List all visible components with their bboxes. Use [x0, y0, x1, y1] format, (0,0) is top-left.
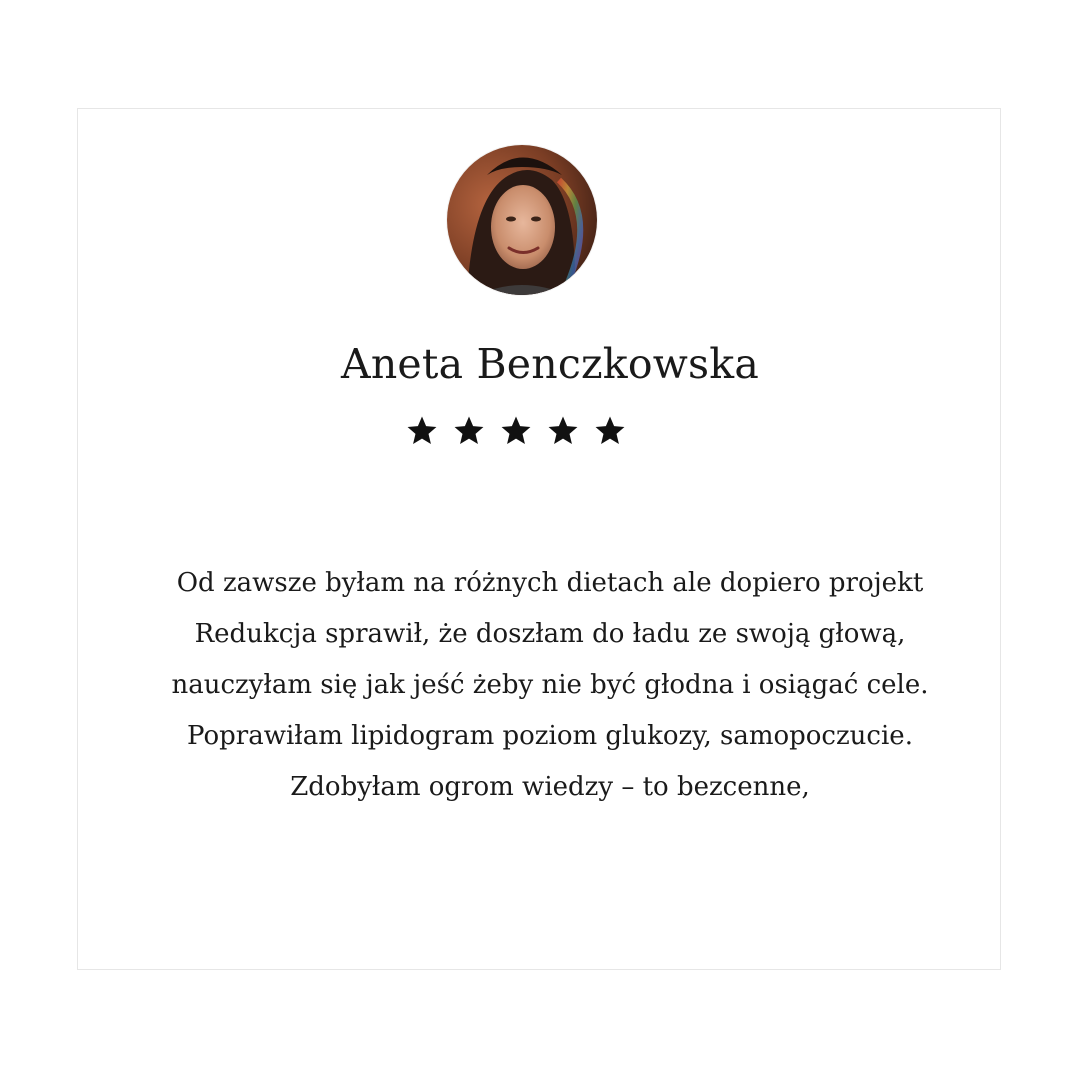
- reviewer-name: Aneta Benczkowska: [341, 340, 759, 388]
- review-line: nauczyłam się jak jeść żeby nie być głodna i osiągać cele.: [171, 670, 929, 700]
- star-filled-icon: [405, 414, 439, 448]
- avatar-photo: [447, 145, 597, 295]
- review-line: Zdobyłam ogrom wiedzy – to bezcenne,: [290, 772, 810, 802]
- star-filled-icon: [593, 414, 627, 448]
- review-line: Redukcja sprawił, że doszłam do ładu ze swoją głową,: [194, 619, 906, 649]
- avatar: [447, 145, 597, 295]
- star-filled-icon: [499, 414, 533, 448]
- review-line: Poprawiłam lipidogram poziom glukozy, samopoczucie.: [187, 721, 913, 751]
- star-filled-icon: [546, 414, 580, 448]
- star-filled-icon: [452, 414, 486, 448]
- rating-stars: [405, 408, 627, 454]
- review-text: [90, 558, 1010, 813]
- review-line: Od zawsze byłam na różnych dietach ale dopiero projekt: [176, 568, 924, 598]
